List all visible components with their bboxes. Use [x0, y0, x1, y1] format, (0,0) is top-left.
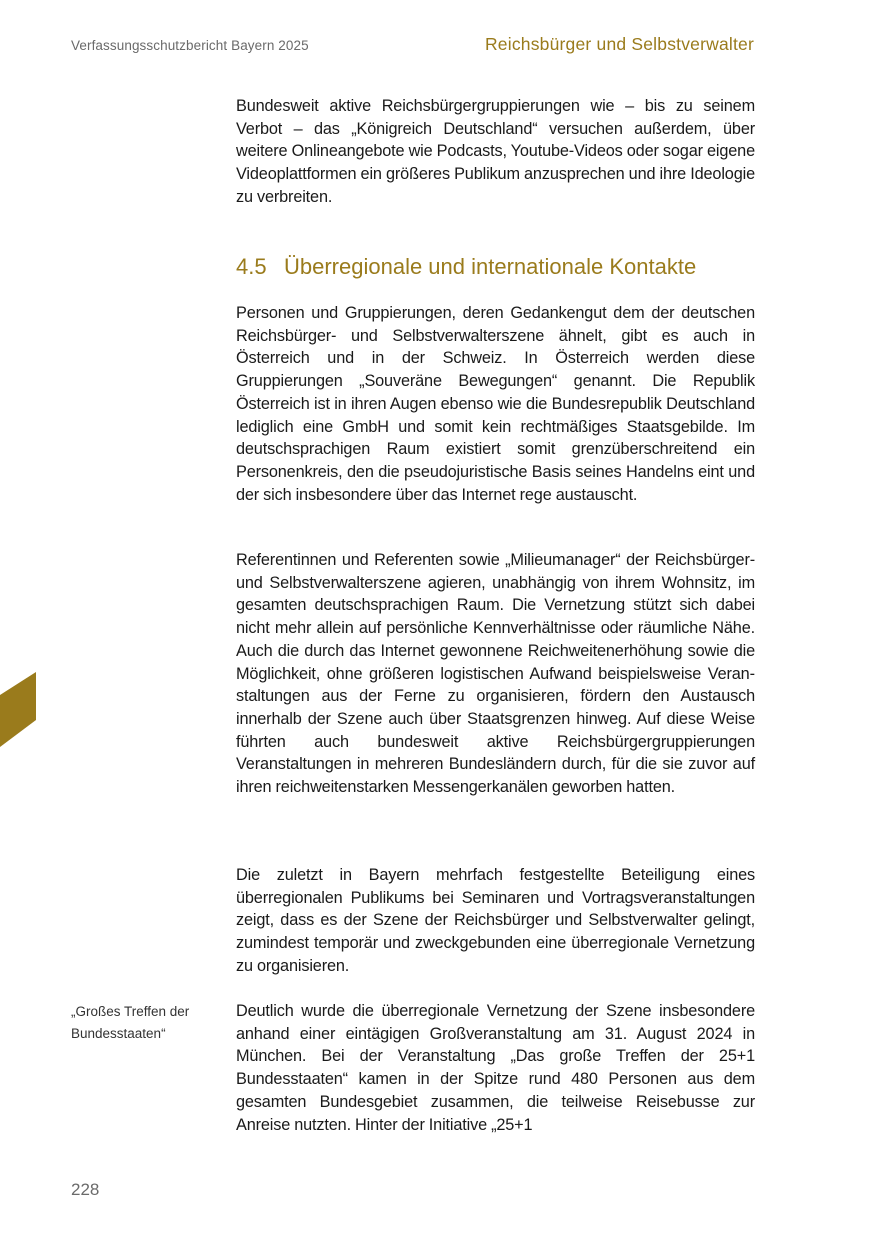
margin-note-line: „Großes Treffen der [71, 1004, 190, 1019]
paragraph-4 [236, 1000, 755, 1136]
paragraph-1 [236, 302, 755, 506]
section-heading [236, 254, 776, 280]
paragraph-3 [236, 864, 755, 978]
paragraph-text: Bundesweit aktive Reichsbürgergruppierungen wie – bis zu seinem Verbot – das „Königreich Deutschland“ versuchen außerdem, über weitere Onlineangebote wie Podcasts, Youtube-Videos oder sogar eigene Videoplattformen ein größeres Publikum anzusprechen und ihre Ideologie zu verbreiten. [236, 97, 755, 206]
margin-note [71, 1001, 221, 1045]
margin-note-line: Bundesstaaten“ [71, 1026, 166, 1041]
paragraph-text: Die zuletzt in Bayern mehrfach festgestellte Beteiligung eines überregionalen Publikums bei Seminaren und Vortragsveranstaltungen zeigt, dass es der Szene der Reichsbürger und Selbstverwalter gelingt, zumindest temporär und zweckgebunden eine überregionale Vernetzung zu organisieren. [236, 866, 755, 975]
running-header-chapter: Reichsbürger und Selbstverwalter [484, 34, 754, 54]
paragraph-text: Deutlich wurde die überregionale Vernetzung der Szene insbesondere anhand einer eintägigen Großveranstaltung am 31. August 2024 in München. Bei der Veranstaltung „Das große Treffen der 25+1 Bundesstaaten“ kamen in der Spitze rund 480 Personen aus dem gesamten Bundesgebiet zusammen, die teilweise Reisebusse zur Anreise nutzten. Hinter der Initiative „25+1 [236, 1002, 755, 1134]
section-number: 4.5 [236, 254, 267, 279]
intro-paragraph [236, 95, 755, 209]
paragraph-text: Personen und Gruppierungen, deren Gedankengut dem der deutschen Reichsbürger- und Selbstverwalterszene ähnelt, gibt es auch in Österreich und in der Schweiz. In Österreich werden diese Gruppierungen „Souveräne Bewegungen“ genannt. Die Republik Österreich ist in ihren Augen ebenso wie die Bundesrepublik Deutschland lediglich eine GmbH und somit kein rechtmäßiges Staatsgebilde. Im deutschsprachigen Raum existiert somit grenzüberschreitend ein Personenkreis, den die pseudojuristische Basis seines Handelns eint und der sich insbesondere über das Internet rege austauscht. [236, 304, 755, 504]
paragraph-2 [236, 549, 755, 799]
running-header-publication: Verfassungsschutzbericht Bayern 2025 [71, 38, 309, 53]
paragraph-text: Referentinnen und Referenten sowie „Milieumanager“ der Reichsbürger- und Selbstverwalterszene agieren, unabhängig von ihrem Wohnsitz, im gesamten deutschsprachigen Raum. Die Vernetzung stützt sich dabei nicht mehr allein auf persönliche Kennverhältnisse oder räumliche Nähe. Auch die durch das Internet gewonnene Reichweitenerhöhung sowie die Möglichkeit, ohne größeren logistischen Aufwand beispielsweise Veranstaltungen aus der Ferne zu organisieren, fördern den Austausch innerhalb der Szene auch über Staatsgrenzen hinweg. Auf diese Weise führten auch bundesweit aktive Reichsbürgergruppierungen Veranstaltungen in mehreren Bundesländern durch, für die sie zuvor auf ihren reichweitenstarken Messengerkanälen geworben hatten. [236, 551, 755, 797]
section-title: Überregionale und internationale Kontakte [284, 254, 697, 279]
chapter-tab-marker [0, 672, 36, 747]
page-number: 228 [71, 1180, 100, 1199]
